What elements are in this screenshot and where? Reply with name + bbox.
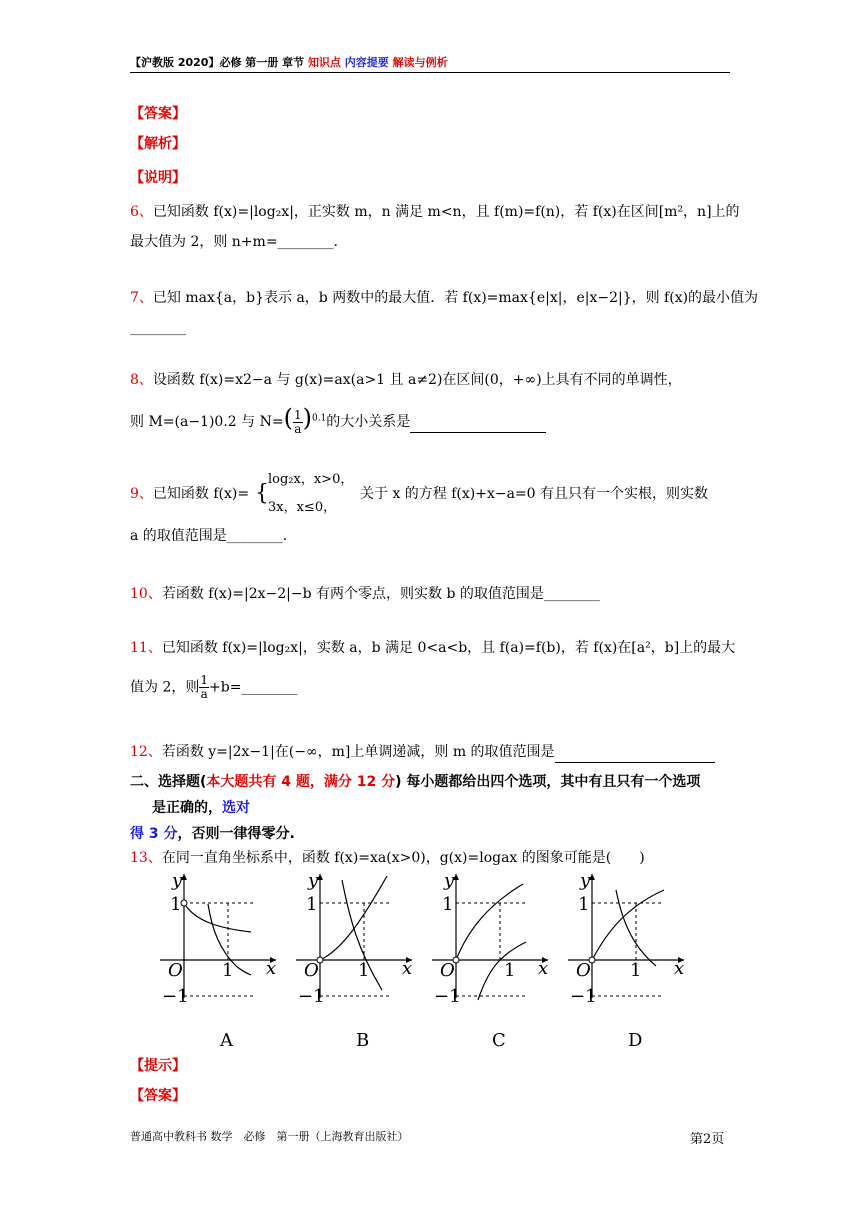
question-number: 13、	[130, 850, 162, 866]
answer-tag: 【答案】	[130, 106, 186, 122]
axis-y-label: y	[172, 870, 183, 891]
question-number: 7、	[130, 290, 153, 306]
tick-one-x: 1	[222, 960, 234, 981]
section-title: 二、选择题(	[130, 774, 207, 790]
question-13	[130, 848, 645, 868]
fraction-numerator: 1	[200, 673, 208, 687]
question-6	[130, 202, 740, 222]
tick-one-y: 1	[442, 894, 454, 915]
axis-y-label: y	[444, 870, 455, 891]
question-11-line2	[130, 674, 297, 701]
header-title: 【沪教版 2020】必修 第一册 章节	[130, 56, 308, 69]
question-text: 的大小关系是	[326, 414, 411, 430]
option-label-d: D	[628, 1030, 643, 1050]
axis-y-label: y	[580, 870, 591, 891]
section-instructions: 是正确的，	[152, 800, 222, 816]
question-6-line2: 最大值为 2，则 n+m=________.	[130, 234, 339, 250]
question-7-line2: ________	[130, 320, 186, 336]
fraction	[199, 674, 209, 701]
graph-b	[296, 870, 412, 1050]
exponent: 0.1	[311, 413, 327, 424]
axis-x-label: x	[538, 958, 549, 979]
tick-neg-one: −1	[298, 986, 325, 1007]
question-number: 11、	[130, 640, 162, 656]
question-text: 已知函数 f(x)=|log₂x|，实数 a，b 满足 0<a<b，且 f(a)=f(b)，若 f(x)在[a²，b]上的最大	[161, 640, 736, 656]
question-9-post: 关于 x 的方程 f(x)+x−a=0 有且只有一个实根，则实数	[360, 486, 709, 502]
question-text: 已知函数 f(x)=|log₂x|，正实数 m，n 满足 m<n，且 f(m)=f(n)，若 f(x)在区间[m²，n]上的	[152, 204, 740, 220]
hint-tag: 【提示】	[130, 1058, 186, 1074]
question-text: 已知函数 f(x)=	[152, 486, 250, 502]
tick-neg-one: −1	[162, 986, 189, 1007]
header-tag-analysis: 解读与例析	[388, 56, 448, 69]
question-text: 值为 2，则	[130, 679, 200, 696]
origin-label: O	[168, 960, 183, 981]
header-tag-knowledge: 知识点	[307, 56, 341, 69]
question-text: 则 M=(a−1)0.2 与 N=	[130, 414, 284, 430]
option-label-c: C	[492, 1030, 506, 1050]
question-8	[130, 370, 682, 390]
tick-one-x: 1	[504, 960, 516, 981]
question-10	[130, 584, 600, 604]
origin-label: O	[440, 960, 455, 981]
answer-tag-2: 【答案】	[130, 1088, 186, 1104]
graph-c	[432, 870, 548, 1050]
footer-page-number: 第2页	[690, 1132, 725, 1147]
axis-x-label: x	[266, 958, 277, 979]
tick-one-y: 1	[170, 894, 182, 915]
answer-blank	[555, 742, 715, 763]
answer-blank	[410, 412, 546, 433]
graph-d	[568, 870, 684, 1050]
fraction	[293, 409, 303, 436]
fraction-numerator: 1	[293, 407, 302, 422]
fraction-denominator: a	[294, 421, 302, 436]
note-tag: 【说明】	[130, 170, 186, 186]
analysis-tag: 【解析】	[130, 136, 186, 152]
question-12	[130, 742, 715, 763]
question-text: 已知 max{a，b}表示 a，b 两数中的最大值．若 f(x)=max{e|x|，e|x−2|}，则 f(x)的最小值为	[152, 290, 759, 306]
question-8-line2: 则 M=(a−1)0.2 与 N=( $\frac{1}{a}$ )$^{0.1}$的大小关系是	[130, 408, 546, 436]
graph-a	[160, 870, 276, 1050]
question-11	[130, 638, 735, 658]
question-text: +b=________	[209, 679, 298, 696]
option-graphs	[156, 870, 686, 1050]
section-instructions: ，否则一律得零分.	[177, 826, 295, 842]
footer-book-title: 普通高中教科书 数学 必修 第一册（上海教育出版社）	[130, 1130, 409, 1143]
header-divider	[130, 72, 730, 73]
axis-y-label: y	[308, 870, 319, 891]
section-highlight: 选对	[222, 800, 250, 816]
section-2-heading	[130, 772, 700, 792]
header-tag-summary: 内容提要	[340, 56, 389, 69]
origin-label: O	[304, 960, 319, 981]
case-1: log₂x，x>0，	[268, 472, 354, 487]
case-2: 3x，x≤0，	[268, 500, 337, 515]
question-number: 12、	[130, 744, 162, 760]
tick-one-x: 1	[358, 960, 370, 981]
question-9-line2: a 的取值范围是________.	[130, 528, 288, 544]
section-2-line2	[152, 798, 250, 818]
question-text: 若函数 f(x)=|2x−2|−b 有两个零点，则实数 b 的取值范围是________	[161, 586, 600, 602]
section-2-line3	[130, 824, 295, 844]
tick-one-x: 1	[630, 960, 642, 981]
question-9	[130, 484, 249, 504]
section-score: 本大题共有 4 题，满分 12 分	[206, 774, 396, 790]
fraction-denominator: a	[200, 687, 208, 701]
axis-x-label: x	[402, 958, 413, 979]
brace: {	[255, 481, 269, 506]
question-7	[130, 288, 758, 308]
question-number: 9、	[130, 486, 153, 502]
axis-x-label: x	[674, 958, 685, 979]
question-text: 设函数 f(x)=x2−a 与 g(x)=ax(a>1 且 a≠2)在区间(0，+∞)上具有不同的单调性，	[152, 372, 682, 388]
question-number: 8、	[130, 372, 153, 388]
question-number: 10、	[130, 586, 162, 602]
tick-neg-one: −1	[570, 986, 597, 1007]
origin-label: O	[576, 960, 591, 981]
question-number: 6、	[130, 204, 153, 220]
question-text: 若函数 y=|2x−1|在(−∞，m]上单调递减，则 m 的取值范围是	[161, 744, 555, 760]
option-label-a: A	[220, 1030, 233, 1050]
tick-one-y: 1	[306, 894, 318, 915]
tick-one-y: 1	[578, 894, 590, 915]
tick-neg-one: −1	[434, 986, 461, 1007]
page-header	[130, 54, 730, 72]
section-highlight: 得 3 分	[130, 826, 178, 842]
option-label-b: B	[356, 1030, 370, 1050]
question-text: 在同一直角坐标系中，函数 f(x)=xa(x>0)，g(x)=logax 的图象可能是( )	[161, 850, 645, 866]
section-instructions: ) 每小题都给出四个选项，其中有且只有一个选项	[395, 774, 701, 790]
